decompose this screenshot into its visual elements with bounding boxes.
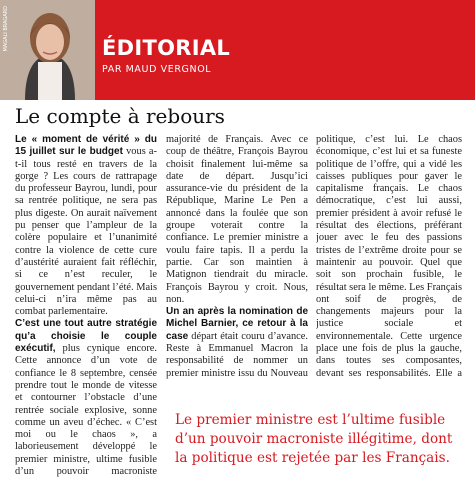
photo-credit: MAGALI BRAGARD [3, 6, 9, 52]
editorial-header [0, 0, 475, 100]
body-text: vous a-t-il tous resté en travers de la gorge ? Les cours de rattrapage du professeur Bayrou, lundi, pour sa rentrée politique, ne sera pas plus digeste. On aurait naïvement pu penser que l’ampleur de la colère populaire et l’unanimité contre la violence de cette cure d’austérité auraient fait réfléchir, si ce n’est reculer, le gouvernement pendant l’été. Mais celui-ci n’ira même pas au combat parlementaire. [15, 146, 157, 318]
article-headline: Le compte à rebours [15, 104, 225, 128]
author-portrait-image [0, 0, 95, 100]
article-column-3 [316, 134, 462, 380]
paragraph [15, 134, 157, 318]
pull-quote: Le premier ministre est l’ultime fusible d’un pouvoir macroniste illégitime, dont la politique est rejetée par les Français. [175, 412, 453, 466]
paragraph [316, 134, 462, 380]
article-column-1 [15, 134, 157, 477]
paragraph [166, 134, 308, 306]
author-photo [0, 0, 95, 100]
body-text: politique, c’est lui. Le chaos économique, c’est lui et sa funeste politique de l’offre, qui a vidé les caisses publiques pour gaver le capitalisme français. Le chaos démocratique, c’est lui aussi, premier président à avoir refusé le résultat des élections, préférant jouer avec le feu des passions tristes de l’extrême droite pour se maintenir au pouvoir. Quel que soit son prochain fusible, le résultat sera le même. Les Français ont soif de progrès, de changements majeurs pour la justice sociale et environnementale. Cette urgence place une fois de plus la gauche, dans toutes ses composantes, devant ses responsabilités. Elle a [316, 134, 462, 379]
lead-in: C’est une tout autre stratégie qu’a choisie le couple exécutif, [15, 318, 157, 355]
body-text: départ était couru d’avance. Reste à Emmanuel Macron la responsabilité de nommer un premier ministre issu du Nouveau [166, 330, 308, 379]
section-title: ÉDITORIAL [102, 36, 231, 60]
body-text: plus cynique encore. Cette annonce d’un vote de confiance le 8 septembre, censée prendre tout le monde de vitesse et contourner l’obstacle d’une rentrée sociale explosive, sonne comme un aveu d’échec. « C’est moi ou le chaos », a laborieusement développé le premier ministre, ultime fusible d’un pouvoir macroniste [15, 343, 157, 477]
lead-in: Un an après la nomination de Michel Barnier, ce retour à la case [166, 306, 308, 342]
body-text: majorité de Français. Avec ce coup de théâtre, François Bayrou choisit finalement lui-même sa date de départ. Jusqu’ici assurance-vie du président de la République, Marine Le Pen a annoncé dans la foulée que son groupe voterait contre la confiance. Le premier ministre a voulu faire tapis. Il a perdu la partie. Car son maintien à Matignon tiendrait du miracle. François Bayrou y croit. Nous, non. [166, 134, 308, 305]
article-column-2 [166, 134, 308, 380]
lead-in: Le « moment de vérité » du 15 juillet sur le budget [15, 134, 157, 158]
paragraph [15, 318, 157, 477]
paragraph [166, 306, 308, 380]
author-byline: PAR MAUD VERGNOL [102, 64, 212, 75]
